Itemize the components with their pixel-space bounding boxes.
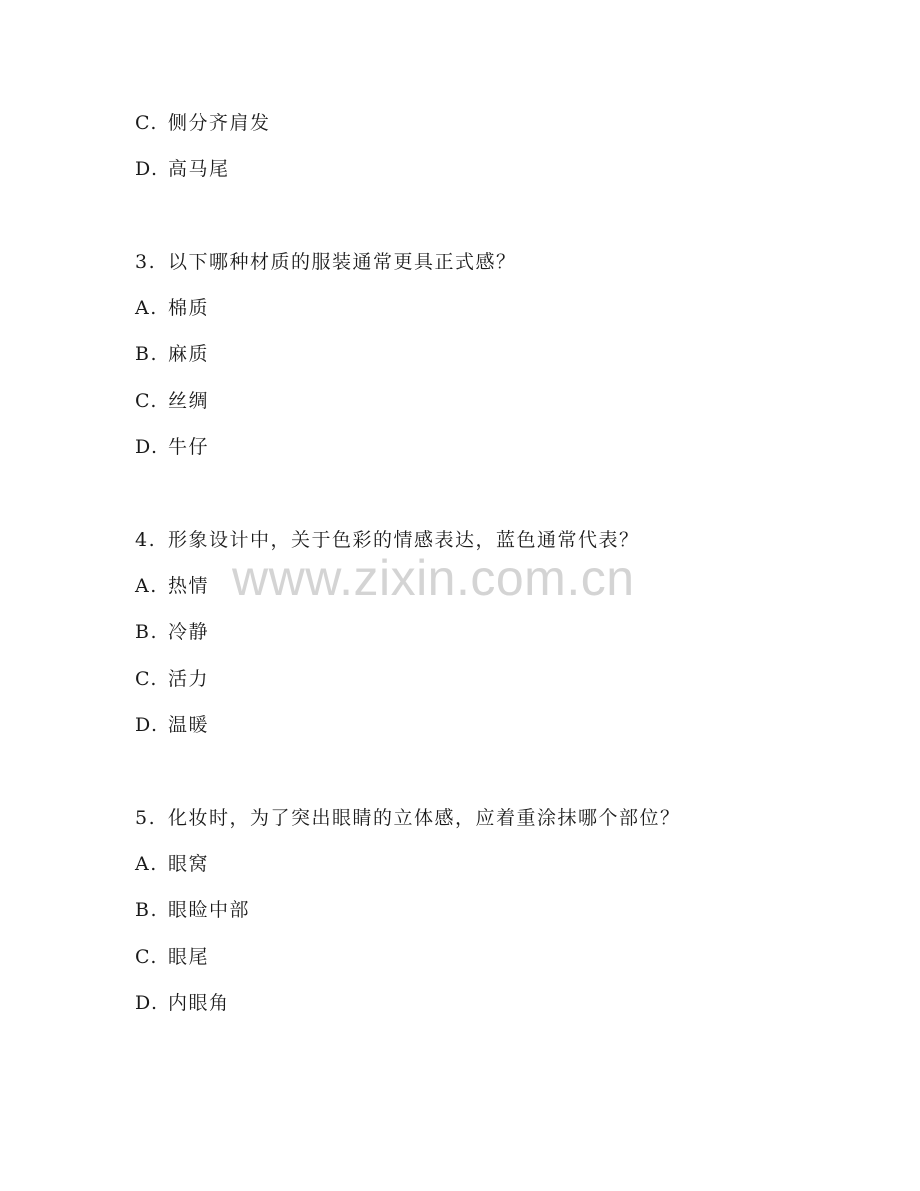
question-3 — [135, 250, 517, 274]
option-letter: B. — [135, 899, 159, 921]
option-text: 内眼角 — [168, 992, 230, 1014]
option-d-q5 — [135, 991, 230, 1015]
option-c-q4 — [135, 667, 209, 691]
option-text: 棉质 — [168, 297, 210, 319]
question-5 — [135, 806, 681, 830]
option-text: 眼窝 — [168, 853, 210, 875]
question-number: 3. — [135, 251, 157, 273]
option-b-q5 — [135, 898, 250, 922]
option-text: 眼睑中部 — [168, 899, 251, 921]
option-letter: D. — [135, 714, 159, 736]
option-letter: A. — [135, 853, 158, 875]
option-a-q5 — [135, 852, 209, 876]
question-text: 以下哪种材质的服装通常更具正式感？ — [168, 251, 517, 273]
option-letter: D. — [135, 436, 159, 458]
option-c-q5 — [135, 945, 209, 969]
option-a-q3 — [135, 296, 209, 320]
option-letter: D. — [135, 992, 159, 1014]
option-text: 麻质 — [168, 343, 210, 365]
option-text: 冷静 — [168, 621, 210, 643]
option-d-q4 — [135, 713, 209, 737]
question-number: 5. — [135, 807, 157, 829]
option-letter: C. — [135, 668, 158, 690]
option-letter: C. — [135, 112, 158, 134]
option-text: 热情 — [168, 575, 210, 597]
option-text: 侧分齐肩发 — [168, 112, 271, 134]
option-text: 丝绸 — [168, 390, 210, 412]
option-letter: C. — [135, 946, 158, 968]
option-letter: B. — [135, 621, 159, 643]
option-text: 温暖 — [168, 714, 210, 736]
option-letter: A. — [135, 297, 158, 319]
option-text: 牛仔 — [168, 436, 210, 458]
option-b-q4 — [135, 620, 209, 644]
option-letter: D. — [135, 158, 159, 180]
option-a-q4 — [135, 574, 209, 598]
option-d-q2 — [135, 157, 230, 181]
option-d-q3 — [135, 435, 209, 459]
question-text: 形象设计中，关于色彩的情感表达，蓝色通常代表？ — [168, 529, 640, 551]
watermark: www.zixin.com.cn — [232, 550, 635, 606]
question-number: 4. — [135, 529, 157, 551]
option-c-q2 — [135, 111, 271, 135]
option-text: 活力 — [168, 668, 210, 690]
option-letter: A. — [135, 575, 158, 597]
question-text: 化妆时，为了突出眼睛的立体感，应着重涂抹哪个部位？ — [168, 807, 681, 829]
option-letter: B. — [135, 343, 159, 365]
option-text: 高马尾 — [168, 158, 230, 180]
option-c-q3 — [135, 389, 209, 413]
option-b-q3 — [135, 342, 209, 366]
option-text: 眼尾 — [168, 946, 210, 968]
option-letter: C. — [135, 390, 158, 412]
